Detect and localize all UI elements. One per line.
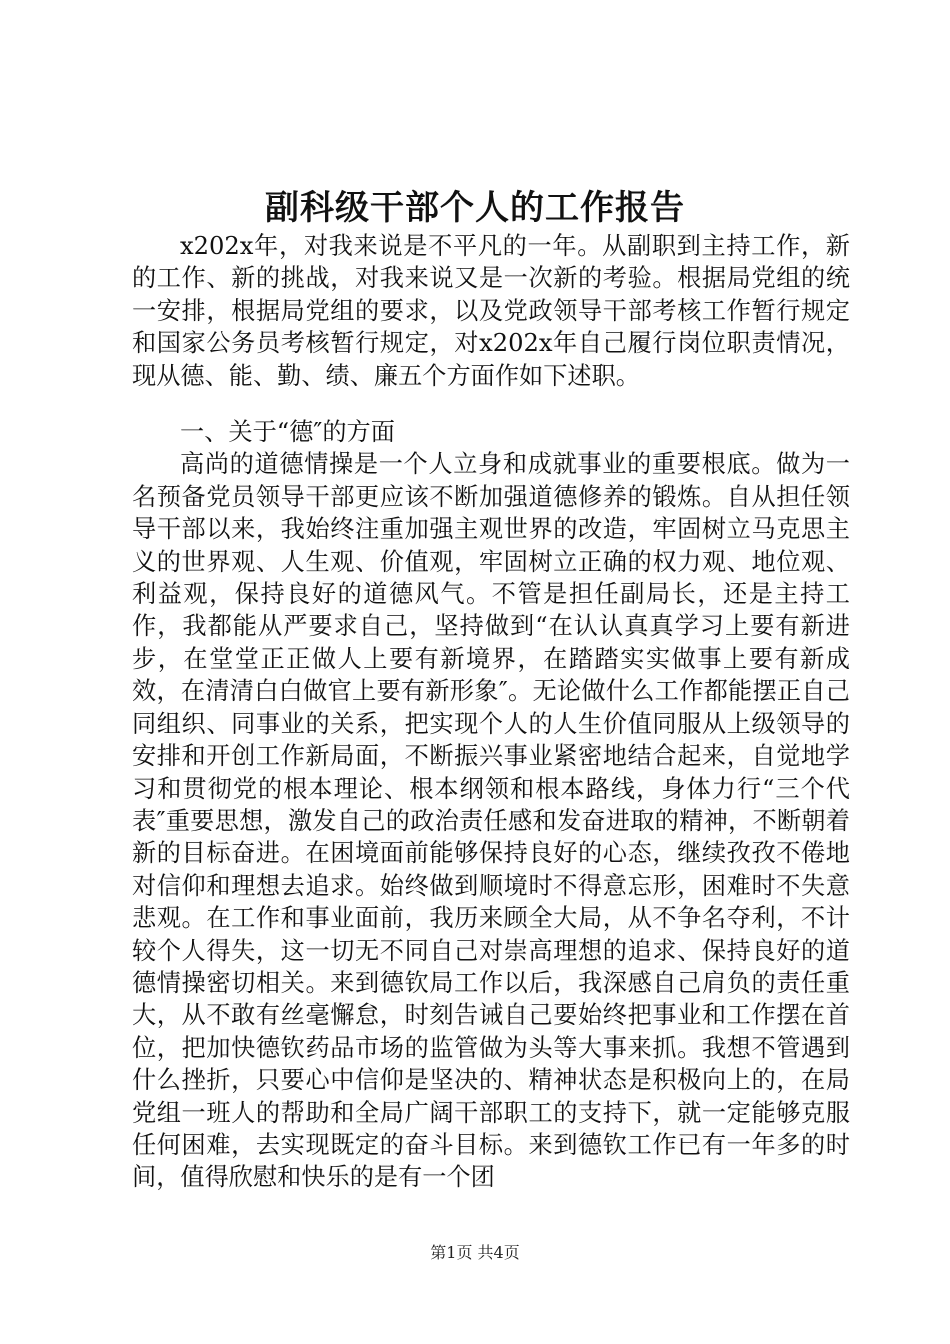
intro-paragraph: x202x年，对我来说是不平凡的一年。从副职到主持工作，新的工作、新的挑战，对我来说又是一次新的考验。根据局党组的统一安排，根据局党组的要求，以及党政领导干部考核工作暂行规定和国家公务员考核暂行规定，对x202x年自己履行岗位职责情况，现从德、能、勤、绩、廉五个方面作如下述职。 [132, 232, 850, 390]
section-heading-de: 一、关于“德″的方面 [180, 418, 395, 447]
document-body [132, 230, 850, 1194]
document-title: 副科级干部个人的工作报告 [265, 188, 685, 228]
section-body-de: 高尚的道德情操是一个人立身和成就事业的重要根底。做为一名预备党员领导干部更应该不断加强道德修养的锻炼。自从担任领导干部以来，我始终注重加强主观世界的改造，牢固树立马克思主义的世界观、人生观、价值观，牢固树立正确的权力观、地位观、利益观，保持良好的道德风气。不管是担任副局长，还是主持工作，我都能从严要求自己，坚持做到“在认认真真学习上要有新进步，在堂堂正正做人上要有新境界，在踏踏实实做事上要有新成效，在清清白白做官上要有新形象″。无论做什么工作都能摆正自己同组织、同事业的关系，把实现个人的人生价值同服从上级领导的安排和开创工作新局面，不断振兴事业紧密地结合起来，自觉地学习和贯彻党的根本理论、根本纲领和根本路线，身体力行“三个代表″重要思想，激发自己的政治责任感和发奋进取的精神，不断朝着新的目标奋进。在困境面前能够保持良好的心态，继续孜孜不倦地对信仰和理想去追求。始终做到顺境时不得意忘形，困难时不失意悲观。在工作和事业面前，我历来顾全大局，从不争名夺利，不计较个人得失，这一切无不同自己对崇高理想的追求、保持良好的道德情操密切相关。来到德钦局工作以后，我深感自己肩负的责任重大，从不敢有丝毫懈怠，时刻告诫自己要始终把事业和工作摆在首位，把加快德钦药品市场的监管做为头等大事来抓。我想不管遇到什么挫折，只要心中信仰是坚决的、精神状态是积极向上的，在局党组一班人的帮助和全局广阔干部职工的支持下，就一定能够克服任何困难，去实现既定的奋斗目标。来到德钦工作已有一年多的时间，值得欣慰和快乐的是有一个团 [132, 450, 850, 1192]
page-footer: 第1页 共4页 [430, 1243, 520, 1262]
